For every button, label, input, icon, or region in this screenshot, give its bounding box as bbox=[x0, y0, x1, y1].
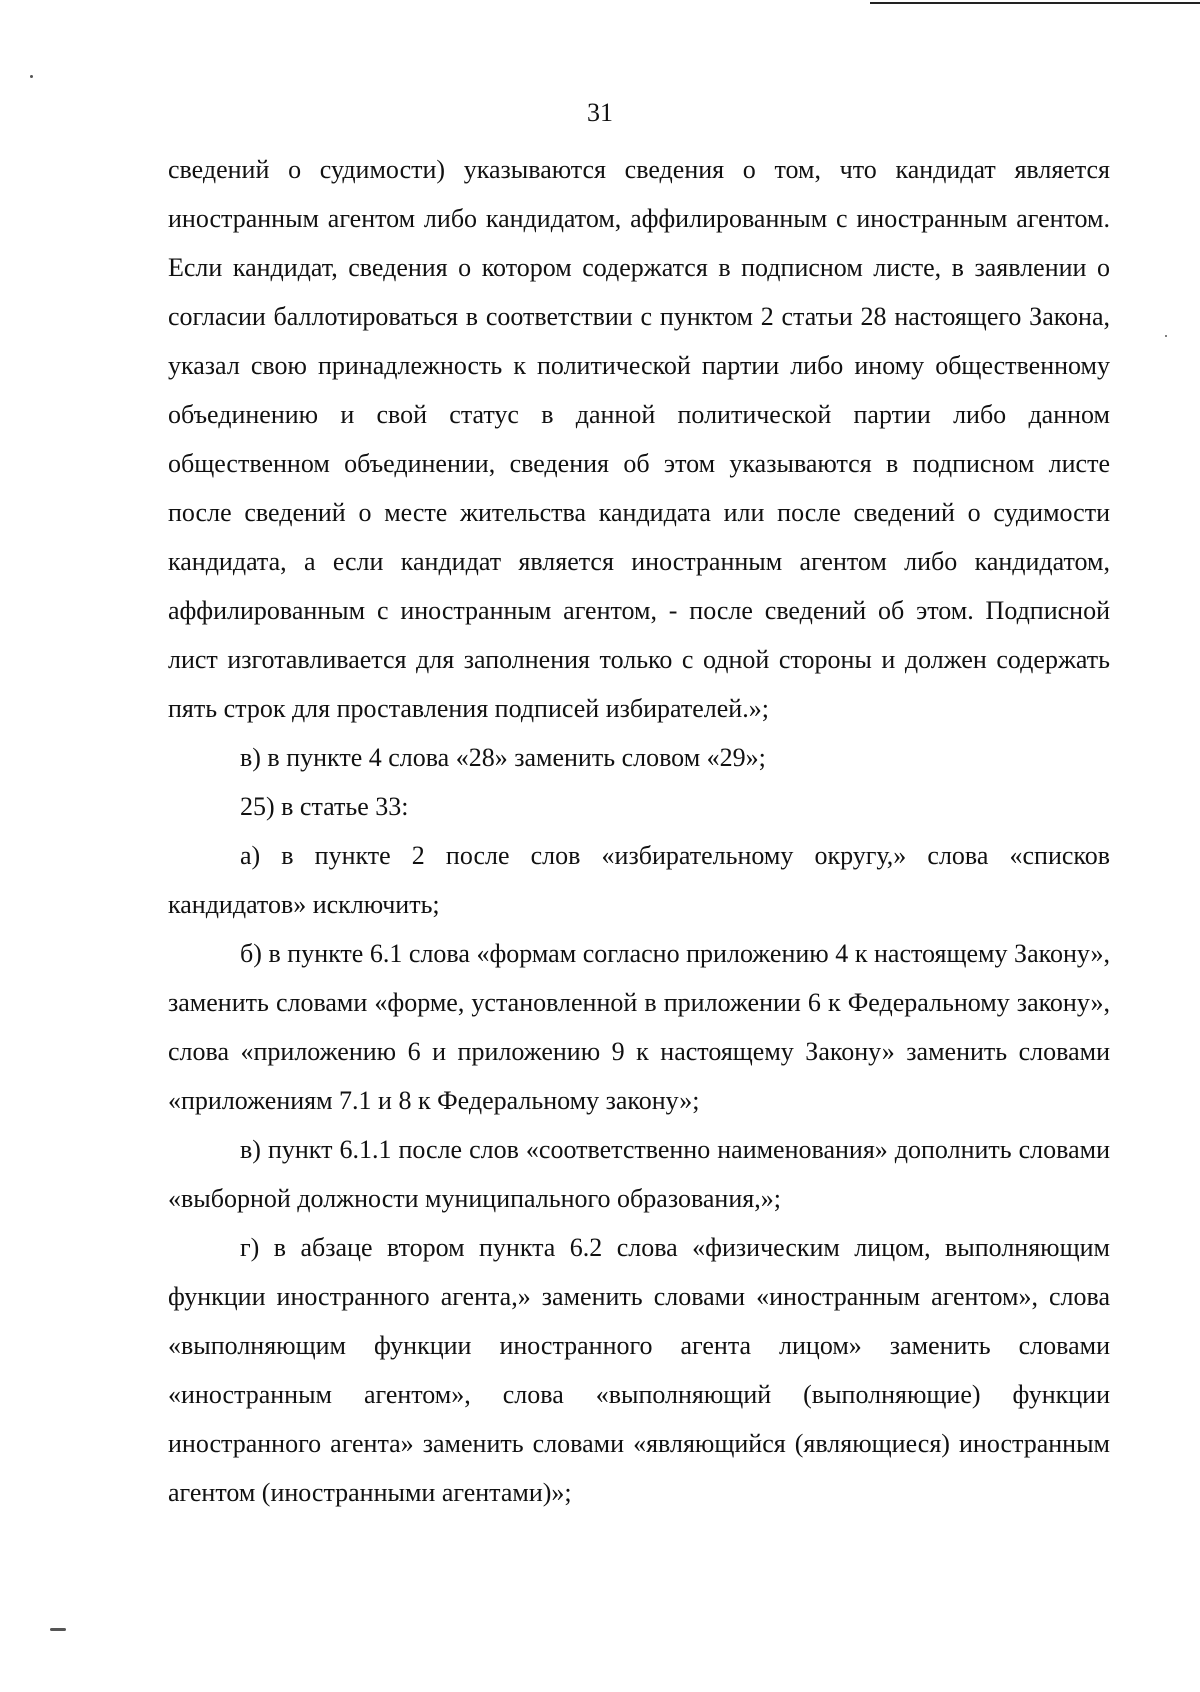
scan-speck bbox=[30, 75, 33, 78]
scan-speck bbox=[1165, 335, 1167, 337]
paragraph-item-g-punkt-6-2: г) в абзаце втором пункта 6.2 слова «физическим лицом, выполняющим функции иностранного агента,» заменить словами «иностранным агентом», слова «выполняющим функции иностранного агента лицом» заменить словами «иностранным агентом», слова «выполняющий (выполняющие) функции иностранного агента» заменить словами «являющийся (являющиеся) иностранным агентом (иностранными агентами)»; bbox=[168, 1233, 1110, 1507]
paragraph-item-a-punkt-2: а) в пункте 2 после слов «избирательному округу,» слова «списков кандидатов» исключить; bbox=[168, 841, 1110, 919]
paragraph-item-v-punkt-6-1-1: в) пункт 6.1.1 после слов «соответственно наименования» дополнить словами «выборной должности муниципального образования,»; bbox=[168, 1135, 1110, 1213]
paragraph-item-b-punkt-6-1: б) в пункте 6.1 слова «формам согласно приложению 4 к настоящему Закону», заменить словами «форме, установленной в приложении 6 к Федеральному закону», слова «приложению 6 и приложению 9 к настоящему Закону» заменить словами «приложениям 7.1 и 8 к Федеральному закону»; bbox=[168, 939, 1110, 1115]
document-body bbox=[168, 145, 1110, 1517]
scan-speck bbox=[50, 1628, 66, 1631]
paragraph-item-v-punkt-4: в) в пункте 4 слова «28» заменить словом «29»; bbox=[240, 743, 766, 772]
top-edge-rule bbox=[870, 2, 1200, 4]
paragraph-continuation: сведений о судимости) указываются сведения о том, что кандидат является иностранным агентом либо кандидатом, аффилированным с иностранным агентом. Если кандидат, сведения о котором содержатся в подписном листе, в заявлении о согласии баллотироваться в соответствии с пунктом 2 статьи 28 настоящего Закона, указал свою принадлежность к политической партии либо иному общественному объединению и свой статус в данной политической партии либо данном общественном объединении, сведения об этом указываются в подписном листе после сведений о месте жительства кандидата или после сведений о судимости кандидата, а если кандидат является иностранным агентом либо кандидатом, аффилированным с иностранным агентом, - после сведений об этом. Подписной лист изготавливается для заполнения только с одной стороны и должен содержать пять строк для проставления подписей избирателей.»; bbox=[168, 155, 1110, 723]
page-number: 31 bbox=[587, 98, 613, 127]
paragraph-item-25-statya-33: 25) в статье 33: bbox=[240, 792, 409, 821]
